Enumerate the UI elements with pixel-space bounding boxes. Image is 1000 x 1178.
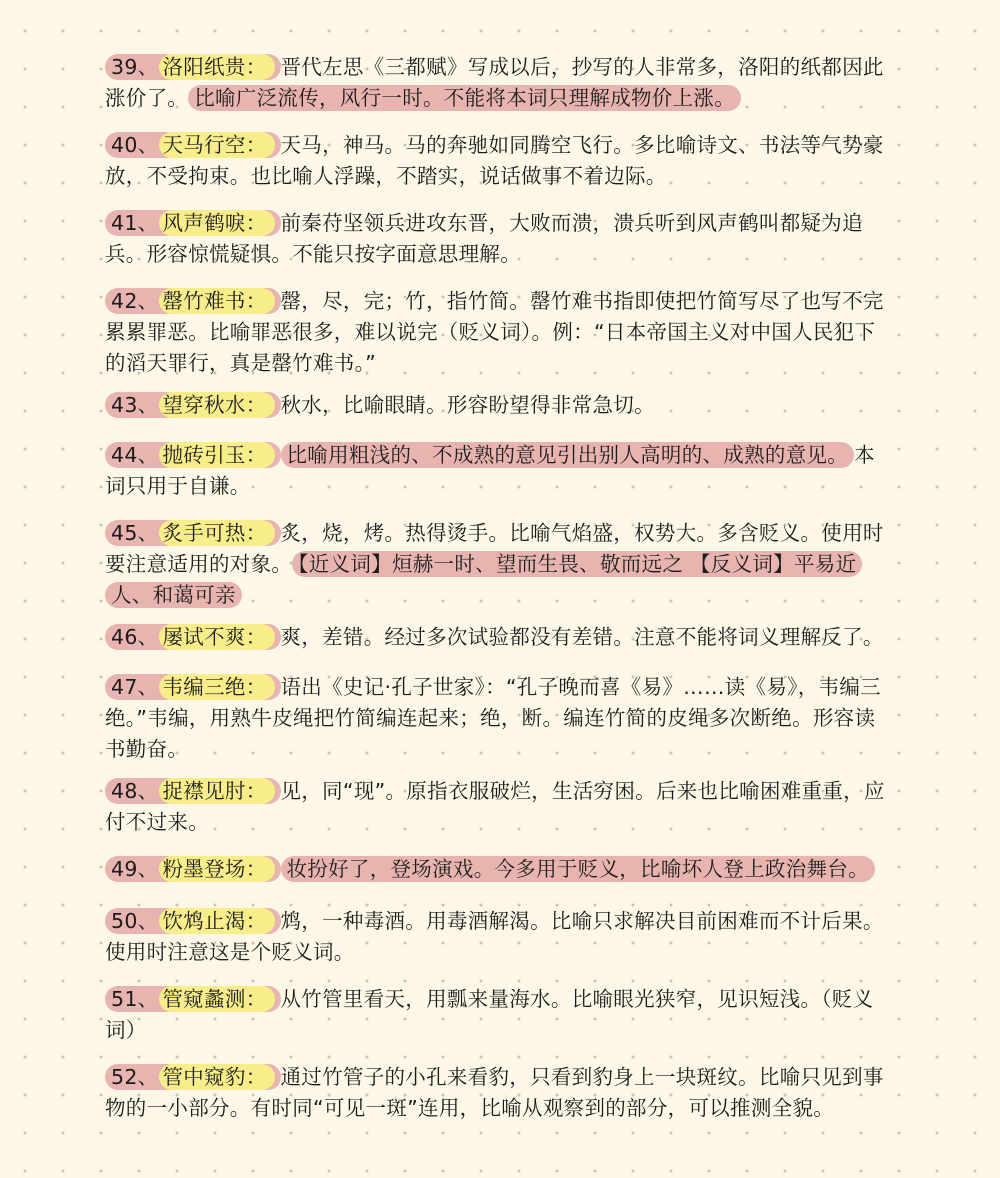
- definition-text: 秋水，比喻眼睛。形容盼望得非常急切。: [280, 393, 655, 417]
- entry-number: 47、: [111, 675, 159, 699]
- entry-number-highlight: [105, 908, 281, 934]
- entry-number-highlight: [105, 520, 281, 546]
- entry-number: 50、: [111, 909, 159, 933]
- definition-text: 罄，尽，完；竹，指竹简。罄竹难书指即使把竹简写尽了也写不完累累罪恶。比喻罪恶很多，难以说完（贬义词）。例：“日本帝国主义对中国人民犯下的滔天罪行，真是罄竹难书。”: [105, 289, 884, 375]
- idiom-entry: [105, 906, 895, 968]
- idiom-term: 屡试不爽：: [159, 624, 275, 650]
- idiom-term: 望穿秋水：: [159, 392, 275, 418]
- idiom-term: 风声鹤唳：: [159, 210, 275, 236]
- definition-text: 鸩，一种毒酒。用毒酒解渴。比喻只求解决目前困难而不计后果。使用时注意这是个贬义词。: [105, 909, 884, 964]
- entry-number-highlight: [105, 392, 281, 418]
- entry-number: 45、: [111, 521, 159, 545]
- definition-text: 天马，神马。马的奔驰如同腾空飞行。多比喻诗文、书法等气势豪放，不受拘束。也比喻人浮躁，不踏实，说话做事不着边际。: [105, 133, 884, 188]
- entry-number: 51、: [111, 987, 159, 1011]
- highlighted-definition: 比喻用粗浅的、不成熟的意见引出别人高明的、成熟的意见。: [281, 442, 855, 468]
- idiom-term: 炙手可热：: [159, 520, 275, 546]
- entry-number-highlight: [105, 674, 281, 700]
- idiom-term: 粉墨登场：: [159, 856, 275, 882]
- entry-number: 41、: [111, 211, 159, 235]
- highlighted-definition: 【近义词】烜赫一时、望而生畏、敬而远之 【反义词】平易近人、和蔼可亲: [105, 551, 862, 608]
- idiom-entry: [105, 622, 895, 653]
- idiom-entry: [105, 1062, 895, 1124]
- entry-number: 46、: [111, 625, 159, 649]
- idiom-entry: [105, 518, 895, 611]
- definition-text: 前秦苻坚领兵进攻东晋，大败而溃，溃兵听到风声鹤叫都疑为追兵。形容惊慌疑惧。不能只按字面意思理解。: [105, 211, 863, 266]
- idiom-entry: [105, 672, 895, 765]
- idiom-term: 洛阳纸贵：: [159, 54, 275, 80]
- entry-number-highlight: [105, 778, 281, 804]
- idiom-entry: [105, 984, 895, 1046]
- idiom-term: 管中窥豹：: [159, 1064, 275, 1090]
- entry-number: 40、: [111, 133, 159, 157]
- definition-text: 本词只用于自谦。: [105, 443, 875, 498]
- idiom-entry: [105, 854, 895, 885]
- definition-text: 炙，烧，烤。热得烫手。比喻气焰盛，权势大。多含贬义。使用时要注意适用的对象。: [105, 521, 884, 576]
- definition-text: 见，同“现”。原指衣服破烂，生活穷困。后来也比喻困难重重，应付不过来。: [105, 779, 885, 834]
- highlighted-definition: 比喻广泛流传，风行一时。不能将本词只理解成物价上涨。: [188, 85, 741, 111]
- entry-number-highlight: [105, 210, 281, 236]
- idiom-entry: [105, 208, 895, 270]
- entry-number-highlight: [105, 856, 281, 882]
- idiom-entry: [105, 52, 895, 114]
- entry-number-highlight: [105, 132, 281, 158]
- definition-text: 晋代左思《三都赋》写成以后，抄写的人非常多，洛阳的纸都因此涨价了。: [105, 55, 884, 110]
- idiom-entry: [105, 130, 895, 192]
- definition-text: 从竹管里看天，用瓢来量海水。比喻眼光狭窄，见识短浅。（贬义词）: [105, 987, 874, 1042]
- idiom-entry: [105, 776, 895, 838]
- entry-number-highlight: [105, 986, 281, 1012]
- entry-number-highlight: [105, 288, 281, 314]
- definition-text: 通过竹管子的小孔来看豹，只看到豹身上一块斑纹。比喻只见到事物的一小部分。有时同“可见一斑”连用，比喻从观察到的部分，可以推测全貌。: [105, 1065, 884, 1120]
- idiom-term: 管窥蠡测：: [159, 986, 275, 1012]
- idiom-term: 罄竹难书：: [159, 288, 275, 314]
- entry-number-highlight: [105, 442, 281, 468]
- idiom-term: 抛砖引玉：: [159, 442, 275, 468]
- idiom-entry: [105, 390, 895, 421]
- entry-number-highlight: [105, 624, 281, 650]
- entry-number: 52、: [111, 1065, 159, 1089]
- idiom-term: 捉襟见肘：: [159, 778, 275, 804]
- definition-text: 爽，差错。经过多次试验都没有差错。注意不能将词义理解反了。: [280, 625, 884, 649]
- entry-number: 44、: [111, 443, 159, 467]
- entry-number: 42、: [111, 289, 159, 313]
- entry-number-highlight: [105, 54, 281, 80]
- entry-number: 49、: [111, 857, 159, 881]
- definition-text: 语出《史记·孔子世家》：“孔子晚而喜《易》……读《易》，韦编三绝。”韦编，用熟牛皮绳把竹简编连起来；绝，断。编连竹简的皮绳多次断绝。形容读书勤奋。: [105, 675, 881, 761]
- entry-number: 43、: [111, 393, 159, 417]
- entry-number: 39、: [111, 55, 159, 79]
- entry-number-highlight: [105, 1064, 281, 1090]
- highlighted-definition: 妆扮好了，登场演戏。今多用于贬义，比喻坏人登上政治舞台。: [281, 856, 875, 882]
- idiom-entry: [105, 440, 895, 502]
- idiom-entry: [105, 286, 895, 379]
- idiom-term: 天马行空：: [159, 132, 275, 158]
- idiom-term: 韦编三绝：: [159, 674, 275, 700]
- idiom-term: 饮鸩止渴：: [159, 908, 275, 934]
- entry-number: 48、: [111, 779, 159, 803]
